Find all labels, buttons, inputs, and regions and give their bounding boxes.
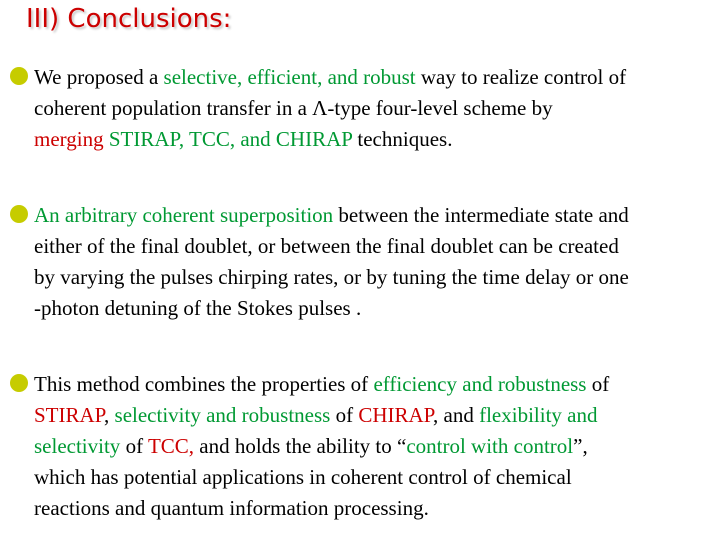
text-run: of [586,372,610,396]
bullet-line [34,493,716,524]
text-run: STIRAP, TCC, and CHIRAP [108,127,353,151]
text-run: , and [433,403,480,427]
text-run: by varying the pulses chirping rates, or by tuning the time delay or one [34,265,629,289]
bullet-text [34,369,716,524]
bullet-item [10,62,716,155]
text-run: techniques. [352,127,453,151]
text-run: coherent population transfer in a Λ-type four-level scheme by [34,96,553,120]
text-run: ”, [573,434,588,458]
bullet-item [10,200,716,324]
bullet-line [34,462,716,493]
bullet-line [34,231,716,262]
bullet-line [34,400,716,431]
text-run: which has potential applications in coherent control of chemical [34,465,572,489]
text-run: of [120,434,148,458]
bullet-line [34,369,716,400]
bullet-line [34,62,716,93]
text-run: selectivity [34,434,121,458]
text-run: way to realize control of [415,65,627,89]
text-run: and holds the ability to “ [194,434,407,458]
text-run: TCC, [147,434,195,458]
text-run: merging [34,127,109,151]
text-run: either of the final doublet, or between the final doublet can be created [34,234,619,258]
text-run: This method combines the properties of [34,372,374,396]
bullet-line [34,93,716,124]
text-run: between the intermediate state and [333,203,629,227]
slide-title: III) Conclusions: [26,4,232,34]
text-run: An arbitrary coherent superposition [34,203,334,227]
text-run: selective, efficient, and robust [163,65,416,89]
text-run: of [330,403,359,427]
text-run: efficiency and robustness [373,372,587,396]
text-run: reactions and quantum information processing. [34,496,429,520]
bullet-dot-icon [10,374,28,392]
bullet-line [34,124,716,155]
bullet-line [34,262,716,293]
bullet-dot-icon [10,205,28,223]
text-run: selectivity and robustness [114,403,331,427]
text-run: CHIRAP [358,403,434,427]
bullet-line [34,200,716,231]
bullet-text [34,62,716,155]
bullet-text [34,200,716,324]
text-run: STIRAP [34,403,105,427]
bullet-dot-icon [10,67,28,85]
text-run: flexibility and [479,403,598,427]
bullet-line [34,293,716,324]
bullet-line [34,431,716,462]
text-run: , [104,403,115,427]
text-run: control with control [406,434,574,458]
text-run: We proposed a [34,65,164,89]
bullet-item [10,369,716,524]
text-run: -photon detuning of the Stokes pulses . [34,296,362,320]
